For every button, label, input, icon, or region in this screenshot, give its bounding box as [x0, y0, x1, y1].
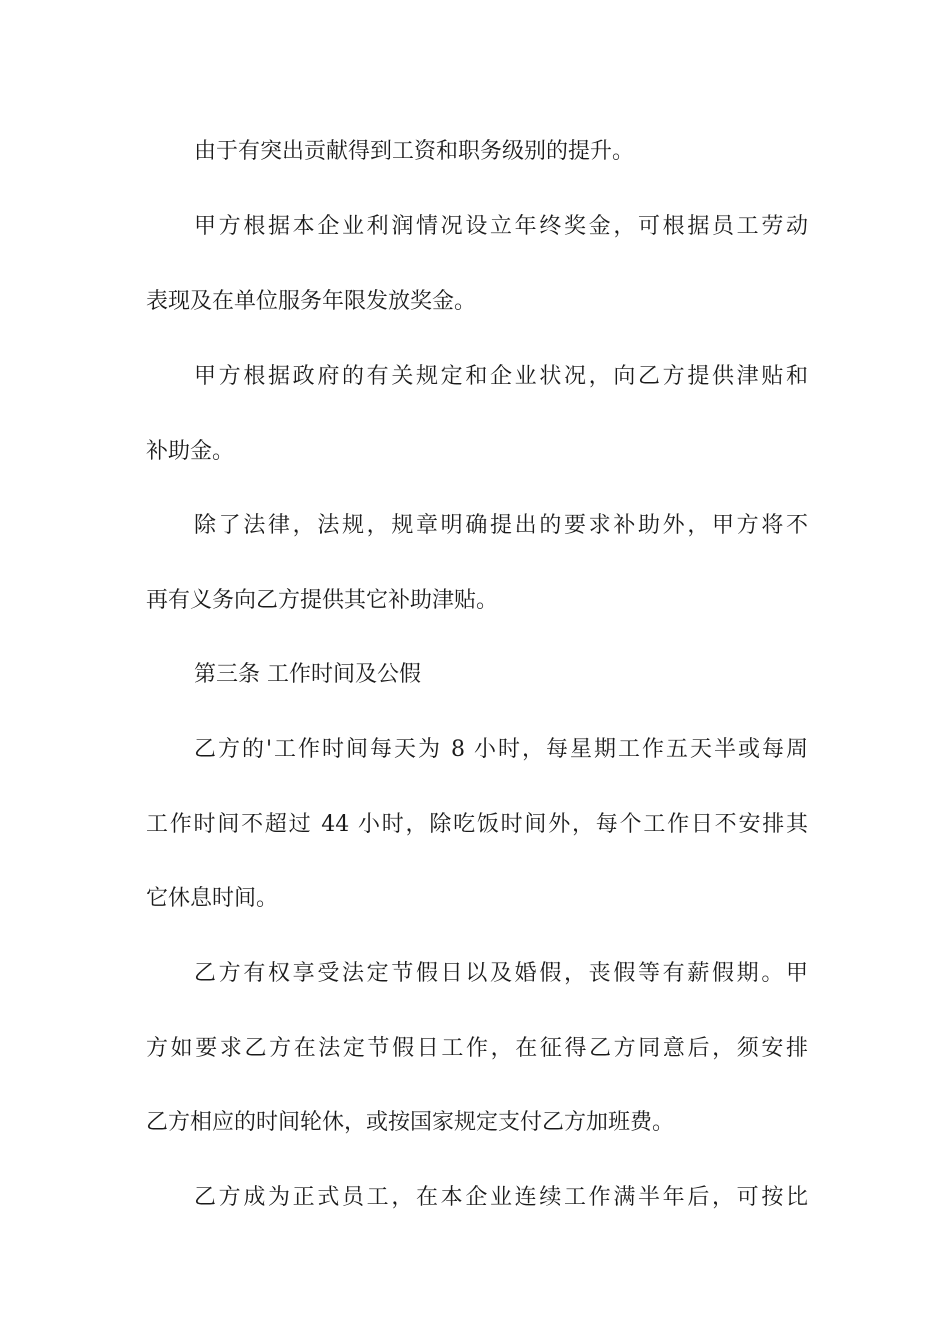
- text-line: 乙方相应的时间轮休，或按国家规定支付乙方加班费。: [146, 1110, 675, 1135]
- text-line: 补助金。: [146, 439, 235, 464]
- text-line: 它休息时间。: [146, 886, 279, 911]
- text-line: 除了法律，法规，规章明确提出的要求补助外，甲方将不: [194, 513, 808, 538]
- text-line: 乙方有权享受法定节假日以及婚假，丧假等有薪假期。甲: [194, 961, 808, 986]
- text-line: 甲方根据本企业利润情况设立年终奖金，可根据员工劳动: [194, 214, 808, 239]
- text-line: 表现及在单位服务年限发放奖金。: [146, 289, 477, 314]
- text-line: 乙方的'工作时间每天为 8 小时，每星期工作五天半或每周: [194, 737, 808, 762]
- text-line: 再有义务向乙方提供其它补助津贴。: [146, 588, 499, 613]
- text-line: 乙方成为正式员工，在本企业连续工作满半年后，可按比: [194, 1185, 808, 1210]
- text-line: 甲方根据政府的有关规定和企业状况，向乙方提供津贴和: [194, 364, 808, 389]
- text-line: 工作时间不超过 44 小时，除吃饭时间外，每个工作日不安排其: [146, 812, 808, 837]
- text-line: 由于有突出贡献得到工资和职务级别的提升。: [194, 139, 635, 164]
- text-line: 方如要求乙方在法定节假日工作，在征得乙方同意后，须安排: [146, 1036, 808, 1061]
- section-heading: 第三条 工作时间及公假: [194, 662, 421, 687]
